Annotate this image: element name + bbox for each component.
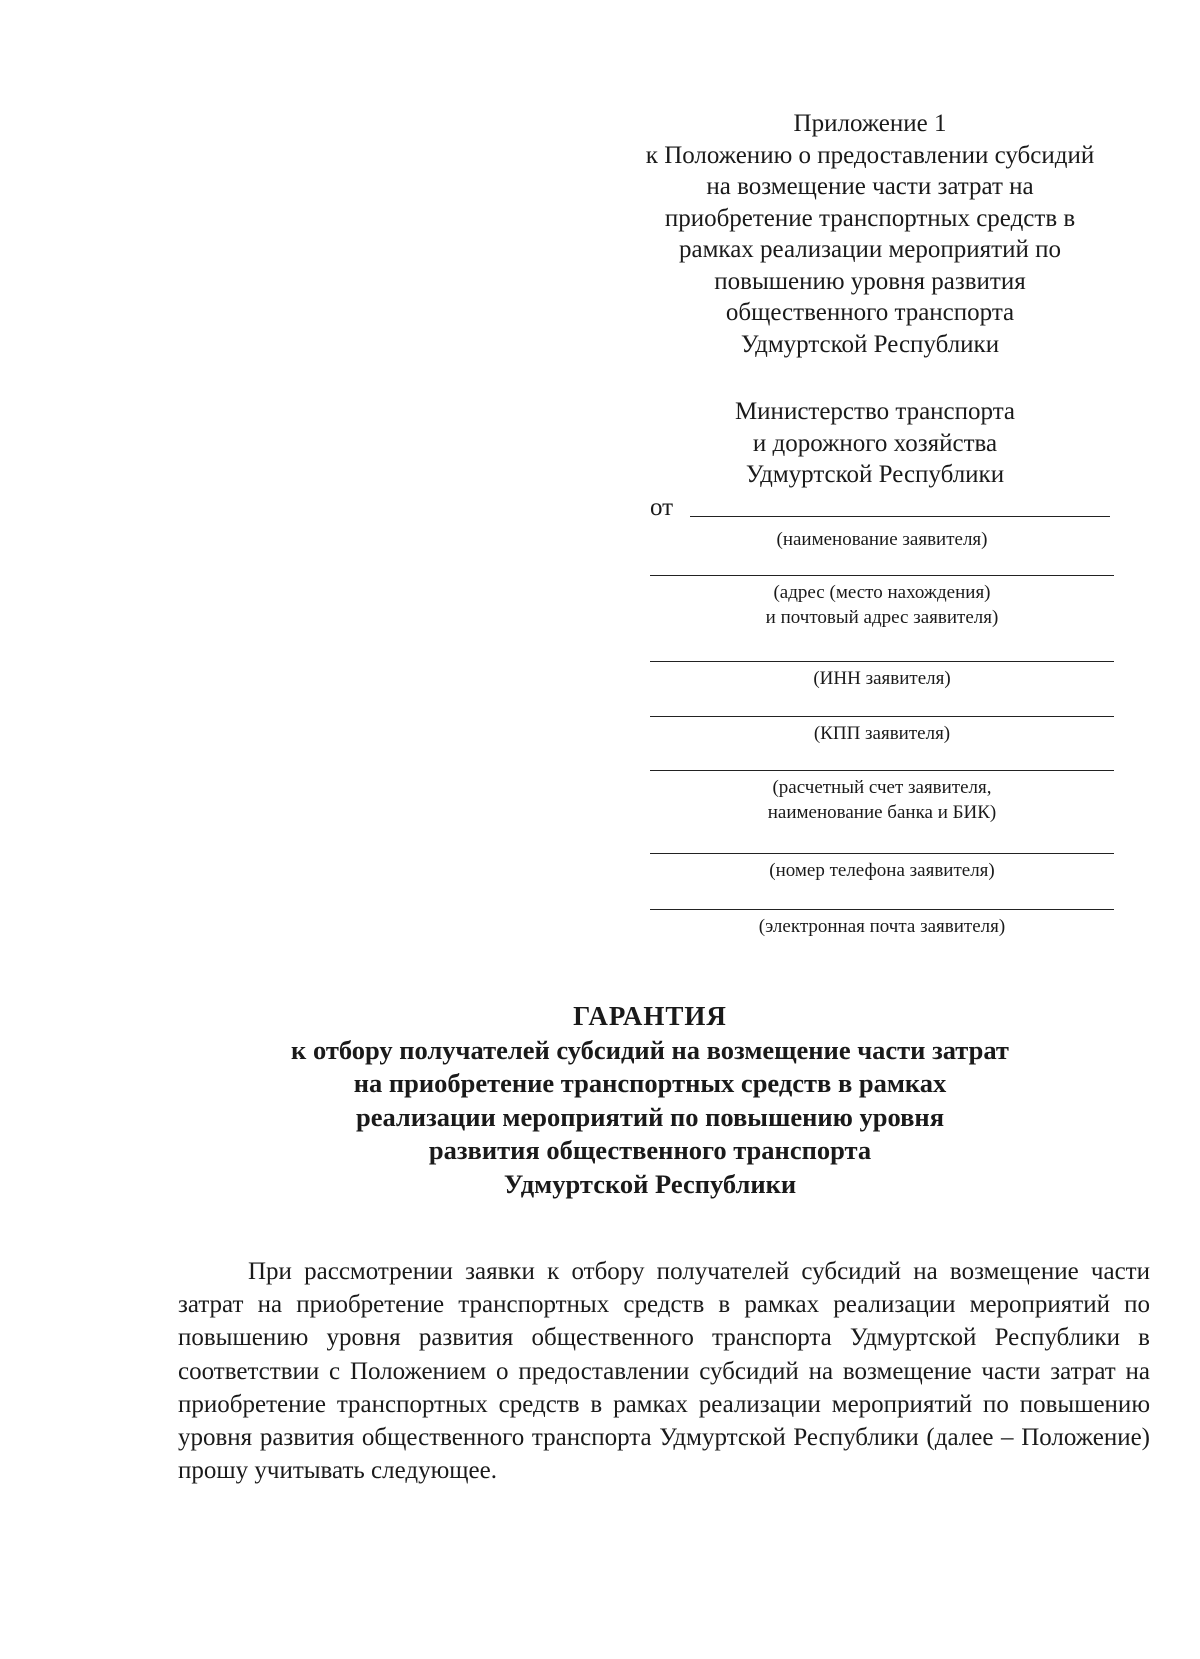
phone-line (650, 853, 1114, 854)
recipient-line: Удмуртской Республики (745, 461, 1005, 488)
field-label-applicant-name: (наименование заявителя) (776, 529, 988, 550)
field-label-email: (электронная почта заявителя) (758, 916, 1006, 937)
title-main: ГАРАНТИЯ (573, 1001, 727, 1031)
appendix-line: приобретение транспортных средств в (664, 204, 1076, 232)
field-label-bank-account: (расчетный счет заявителя, наименование банка и БИК) (767, 777, 997, 823)
recipient-block (650, 396, 1100, 491)
field-label-address: (адрес (место нахождения) и почтовый адрес заявителя) (765, 582, 999, 628)
title-line: Удмуртской Республики (503, 1168, 797, 1199)
appendix-line: Приложение 1 (793, 110, 947, 137)
bank-account-line (650, 770, 1114, 771)
document-title (240, 1000, 1060, 1201)
field-label-phone: (номер телефона заявителя) (769, 860, 995, 881)
recipient-line: Министерство транспорта (734, 398, 1016, 425)
title-line: к отбору получателей субсидий на возмещение части затрат (291, 1034, 1009, 1065)
recipient-line: и дорожного хозяйства (752, 429, 998, 457)
applicant-name-line (690, 516, 1110, 517)
body-paragraph: При рассмотрении заявки к отбору получателей субсидий на возмещение части затрат на приобретение транспортных средств в рамках реализации мероприятий по повышению уровня развития общественного транспорта Удмуртской Республики в соответствии с Положением о предоставлении субсидий на возмещение части затрат на приобретение транспортных средств в рамках реализации мероприятий по повышению уровня развития общественного транспорта Удмуртской Республики (далее – Положение) прошу учитывать следующее. (178, 1258, 1150, 1485)
from-label: от (650, 494, 674, 521)
appendix-line: к Положению о предоставлении субсидий (645, 141, 1095, 169)
email-line (650, 909, 1114, 910)
kpp-line (650, 716, 1114, 717)
appendix-line: общественного транспорта (725, 299, 1015, 326)
field-label-inn: (ИНН заявителя) (813, 668, 951, 689)
from-row (650, 494, 1110, 524)
title-line: на приобретение транспортных средств в рамках (353, 1068, 947, 1098)
appendix-line: Удмуртской Республики (740, 330, 1000, 358)
title-line: развития общественного транспорта (428, 1135, 872, 1165)
address-line (650, 575, 1114, 576)
inn-line (650, 661, 1114, 662)
appendix-line: рамках реализации мероприятий по (679, 236, 1061, 263)
title-line: реализации мероприятий по повышению уровня (355, 1101, 945, 1132)
field-label-kpp: (КПП заявителя) (813, 723, 951, 744)
appendix-line: на возмещение части затрат на (706, 173, 1034, 200)
appendix-line: повышению уровня развития (714, 267, 1026, 295)
appendix-reference (600, 108, 1140, 360)
